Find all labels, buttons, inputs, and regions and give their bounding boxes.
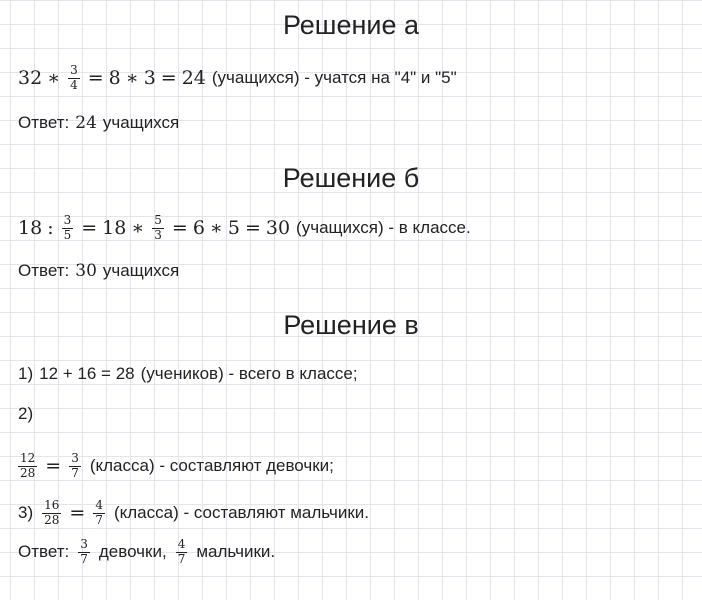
numerator: 3: [63, 213, 72, 227]
number: 6: [192, 217, 205, 240]
denominator: 3: [154, 227, 162, 242]
colon-sign: :: [47, 217, 54, 240]
section-v-step-2: [18, 452, 334, 481]
number: 5: [227, 217, 240, 240]
fraction: [78, 538, 90, 567]
explanation-text: (учеников) - всего в классе;: [140, 364, 358, 383]
numerator: 5: [154, 213, 162, 227]
step-marker: 3): [18, 503, 34, 523]
answer-unit: учащихся: [102, 113, 180, 132]
numerator: 3: [80, 537, 88, 551]
fraction: [152, 214, 164, 243]
step-marker: 2): [18, 404, 34, 423]
number: 18: [18, 217, 43, 240]
answer-value: 24: [75, 113, 97, 133]
times-sign: ∗: [125, 67, 139, 90]
number: 8: [108, 67, 121, 90]
answer-value: 30: [75, 261, 97, 281]
explanation-text: (класса) - составляют мальчики.: [113, 503, 369, 523]
equals-sign: =: [244, 217, 261, 240]
denominator: 7: [71, 465, 79, 480]
numerator: 3: [70, 63, 78, 77]
answer-word-girls: девочки,: [98, 542, 167, 562]
equals-sign: =: [160, 67, 177, 90]
section-a-equation: [18, 64, 457, 93]
number: 32: [18, 67, 43, 90]
numerator: 3: [71, 451, 79, 465]
times-sign: ∗: [47, 67, 61, 90]
step-marker: 1): [18, 364, 34, 383]
number: 24: [181, 67, 206, 90]
numerator: 12: [20, 451, 36, 465]
denominator: 28: [20, 465, 36, 480]
equals-sign: =: [45, 455, 62, 478]
equals-sign: =: [171, 217, 188, 240]
explanation-text: (учащихся) - учатся на "4" и "5": [211, 68, 457, 88]
section-v-answer: [18, 538, 275, 567]
denominator: 5: [63, 227, 72, 242]
number: 18: [102, 217, 127, 240]
times-sign: ∗: [131, 217, 145, 240]
number: 30: [265, 217, 291, 240]
step-expression: 12 + 16 = 28: [39, 364, 135, 383]
section-b-answer: [18, 261, 179, 281]
equals-sign: =: [69, 502, 86, 525]
number: 3: [143, 67, 156, 90]
section-b-heading: Решение б: [282, 163, 420, 193]
times-sign: ∗: [209, 217, 223, 240]
fraction: [93, 499, 105, 528]
denominator: 7: [80, 551, 88, 566]
denominator: 7: [95, 512, 103, 527]
numerator: 16: [44, 498, 60, 512]
numerator: 4: [177, 537, 186, 551]
denominator: 4: [70, 77, 78, 92]
denominator: 7: [177, 551, 186, 566]
section-a-answer: [18, 113, 179, 133]
equals-sign: =: [81, 217, 98, 240]
fraction: [18, 452, 37, 481]
explanation-text: (класса) - составляют девочки;: [89, 456, 334, 476]
answer-label: Ответ:: [18, 261, 70, 280]
section-a-heading: Решение а: [282, 10, 420, 40]
answer-label: Ответ:: [18, 542, 70, 562]
fraction: [42, 499, 61, 528]
section-v-step-1: [18, 364, 358, 384]
numerator: 4: [95, 498, 103, 512]
section-v-step-3: [18, 499, 369, 528]
answer-word-boys: мальчики.: [196, 542, 276, 562]
section-v-heading: Решение в: [283, 310, 419, 340]
answer-label: Ответ:: [18, 113, 70, 132]
equals-sign: =: [87, 67, 104, 90]
explanation-text: (учащихся) - в классе.: [296, 218, 471, 238]
fraction: [62, 214, 74, 243]
fraction: [68, 64, 80, 93]
denominator: 28: [44, 512, 60, 527]
answer-unit: учащихся: [102, 261, 180, 280]
fraction: [176, 538, 188, 567]
section-v-step-2-marker: [18, 404, 33, 424]
section-b-equation: [18, 214, 471, 243]
fraction: [69, 452, 81, 481]
